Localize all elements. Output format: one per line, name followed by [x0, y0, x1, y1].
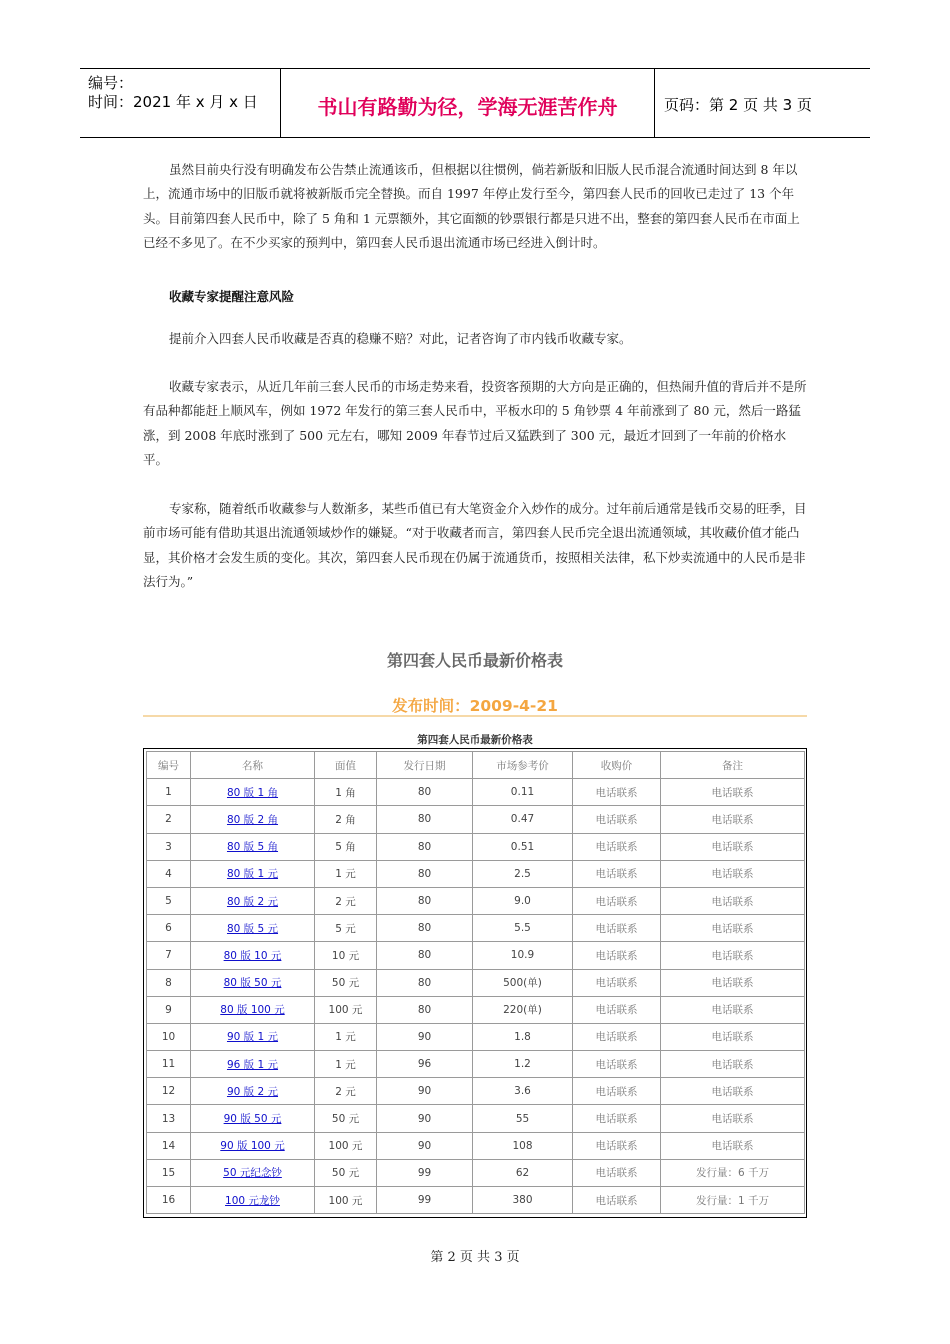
- cell-buy-price: 电话联系: [573, 1187, 661, 1214]
- cell-buy-price: 电话联系: [573, 942, 661, 969]
- cell-name: [191, 779, 315, 806]
- cell-issue-date: 90: [377, 1023, 473, 1050]
- cell-name: [191, 806, 315, 833]
- page-number-label: 页码：第 2 页 共 3 页: [664, 96, 812, 114]
- cell-remarks: 电话联系: [661, 1078, 805, 1105]
- cell-remarks: 电话联系: [661, 1132, 805, 1159]
- cell-number: 15: [147, 1159, 191, 1186]
- cell-market-price: 220(单): [473, 996, 573, 1023]
- cell-market-price: 380: [473, 1187, 573, 1214]
- table-caption: 第四套人民币最新价格表: [417, 734, 533, 746]
- divider: [143, 715, 807, 717]
- cell-remarks: 电话联系: [661, 942, 805, 969]
- cell-buy-price: 电话联系: [573, 996, 661, 1023]
- cell-denomination: 50 元: [315, 1105, 377, 1132]
- cell-remarks: 发行量：6 千万: [661, 1159, 805, 1186]
- cell-number: 14: [147, 1132, 191, 1159]
- item-link[interactable]: 90 版 100 元: [220, 1140, 285, 1153]
- cell-denomination: 100 元: [315, 996, 377, 1023]
- cell-market-price: 10.9: [473, 942, 573, 969]
- table-row: [147, 1023, 805, 1050]
- cell-denomination: 1 元: [315, 1023, 377, 1050]
- cell-remarks: 电话联系: [661, 915, 805, 942]
- cell-market-price: 5.5: [473, 915, 573, 942]
- paragraph-2: 提前介入四套人民币收藏是否真的稳赚不赔？对此，记者咨询了市内钱币收藏专家。: [169, 331, 632, 346]
- cell-name: [191, 1023, 315, 1050]
- cell-denomination: 5 角: [315, 833, 377, 860]
- cell-denomination: 2 角: [315, 806, 377, 833]
- cell-denomination: 10 元: [315, 942, 377, 969]
- cell-number: 6: [147, 915, 191, 942]
- cell-name: [191, 860, 315, 887]
- cell-issue-date: 80: [377, 969, 473, 996]
- table-row: [147, 1187, 805, 1214]
- header-remarks: 备注: [661, 752, 805, 779]
- cell-name: [191, 1159, 315, 1186]
- cell-remarks: 电话联系: [661, 996, 805, 1023]
- cell-number: 11: [147, 1051, 191, 1078]
- cell-number: 2: [147, 806, 191, 833]
- item-link[interactable]: 80 版 1 角: [226, 786, 279, 799]
- header-issue-date: 发行日期: [377, 752, 473, 779]
- cell-name: [191, 996, 315, 1023]
- header-name: 名称: [191, 752, 315, 779]
- cell-denomination: 50 元: [315, 1159, 377, 1186]
- cell-number: 8: [147, 969, 191, 996]
- table-row: [147, 806, 805, 833]
- cell-denomination: 50 元: [315, 969, 377, 996]
- item-link[interactable]: 80 版 100 元: [220, 1004, 285, 1017]
- item-link[interactable]: 96 版 1 元: [226, 1058, 279, 1071]
- page-footer: 第 2 页 共 3 页: [430, 1250, 520, 1265]
- table-row: [147, 833, 805, 860]
- cell-market-price: 62: [473, 1159, 573, 1186]
- cell-remarks: 电话联系: [661, 1051, 805, 1078]
- cell-issue-date: 90: [377, 1132, 473, 1159]
- cell-denomination: 5 元: [315, 915, 377, 942]
- table-row: [147, 996, 805, 1023]
- cell-market-price: 55: [473, 1105, 573, 1132]
- cell-issue-date: 80: [377, 887, 473, 914]
- cell-buy-price: 电话联系: [573, 806, 661, 833]
- item-link[interactable]: 80 版 50 元: [223, 977, 282, 990]
- cell-issue-date: 80: [377, 942, 473, 969]
- cell-name: [191, 833, 315, 860]
- cell-name: [191, 1187, 315, 1214]
- cell-issue-date: 80: [377, 915, 473, 942]
- cell-market-price: 0.11: [473, 779, 573, 806]
- cell-issue-date: 80: [377, 806, 473, 833]
- table-row: [147, 915, 805, 942]
- motto: 书山有路勤为径，学海无涯苦作舟: [317, 95, 618, 119]
- item-link[interactable]: 90 版 2 元: [226, 1085, 279, 1098]
- cell-market-price: 2.5: [473, 860, 573, 887]
- cell-denomination: 100 元: [315, 1132, 377, 1159]
- cell-name: [191, 1132, 315, 1159]
- item-link[interactable]: 80 版 5 角: [226, 841, 279, 854]
- cell-denomination: 1 元: [315, 1051, 377, 1078]
- cell-name: [191, 915, 315, 942]
- table-row: [147, 887, 805, 914]
- cell-remarks: 电话联系: [661, 969, 805, 996]
- item-link[interactable]: 80 版 2 元: [226, 895, 279, 908]
- cell-issue-date: 99: [377, 1187, 473, 1214]
- cell-remarks: 电话联系: [661, 887, 805, 914]
- cell-issue-date: 80: [377, 996, 473, 1023]
- cell-remarks: 电话联系: [661, 779, 805, 806]
- table-header-row: [147, 752, 805, 779]
- cell-number: 16: [147, 1187, 191, 1214]
- cell-remarks: 电话联系: [661, 806, 805, 833]
- cell-market-price: 108: [473, 1132, 573, 1159]
- cell-name: [191, 942, 315, 969]
- table-row: [147, 942, 805, 969]
- cell-name: [191, 887, 315, 914]
- cell-number: 1: [147, 779, 191, 806]
- cell-denomination: 2 元: [315, 887, 377, 914]
- header-denomination: 面值: [315, 752, 377, 779]
- cell-market-price: 9.0: [473, 887, 573, 914]
- cell-market-price: 500(单): [473, 969, 573, 996]
- cell-number: 7: [147, 942, 191, 969]
- cell-buy-price: 电话联系: [573, 833, 661, 860]
- cell-number: 13: [147, 1105, 191, 1132]
- cell-number: 9: [147, 996, 191, 1023]
- cell-denomination: 2 元: [315, 1078, 377, 1105]
- cell-market-price: 3.6: [473, 1078, 573, 1105]
- table-row: [147, 1078, 805, 1105]
- cell-buy-price: 电话联系: [573, 1132, 661, 1159]
- cell-number: 4: [147, 860, 191, 887]
- paragraph-3: 收藏专家表示，从近几年前三套人民币的市场走势来看，投资客预期的大方向是正确的，但热闹升值的背后并不是所有品种都能赶上顺风车，例如 1972 年发行的第三套人民币中，平板水印的 5 角钞票 4 年前涨到了 80 元，然后一路猛涨，到 2008 年底时涨到了 500 元左右，哪知 2009 年春节过后又猛跌到了 300 元，最近才回到了一年前的价格水平。: [143, 379, 807, 467]
- cell-name: [191, 969, 315, 996]
- cell-name: [191, 1078, 315, 1105]
- item-link[interactable]: 80 版 2 角: [226, 813, 279, 826]
- cell-buy-price: 电话联系: [573, 1023, 661, 1050]
- price-table-frame: [143, 748, 807, 1218]
- cell-remarks: 电话联系: [661, 833, 805, 860]
- cell-buy-price: 电话联系: [573, 1051, 661, 1078]
- cell-issue-date: 96: [377, 1051, 473, 1078]
- cell-buy-price: 电话联系: [573, 887, 661, 914]
- cell-issue-date: 99: [377, 1159, 473, 1186]
- cell-remarks: 电话联系: [661, 1023, 805, 1050]
- header-motto-cell: [281, 69, 655, 137]
- cell-remarks: 电话联系: [661, 860, 805, 887]
- item-link[interactable]: 80 版 5 元: [226, 922, 279, 935]
- header-page-cell: [655, 69, 870, 137]
- item-link[interactable]: 90 版 50 元: [223, 1113, 282, 1126]
- cell-market-price: 0.47: [473, 806, 573, 833]
- item-link[interactable]: 80 版 1 元: [226, 868, 279, 881]
- publish-date: 发布时间：2009-4-21: [392, 697, 558, 715]
- item-link[interactable]: 80 版 10 元: [223, 949, 282, 962]
- table-row: [147, 779, 805, 806]
- cell-buy-price: 电话联系: [573, 860, 661, 887]
- item-link[interactable]: 50 元纪念钞: [223, 1167, 282, 1180]
- cell-issue-date: 80: [377, 833, 473, 860]
- item-link[interactable]: 100 元龙钞: [225, 1194, 280, 1207]
- cell-buy-price: 电话联系: [573, 969, 661, 996]
- header-number: 编号: [147, 752, 191, 779]
- cell-number: 5: [147, 887, 191, 914]
- cell-denomination: 1 元: [315, 860, 377, 887]
- cell-buy-price: 电话联系: [573, 1105, 661, 1132]
- price-table: [146, 751, 805, 1214]
- table-row: [147, 860, 805, 887]
- cell-buy-price: 电话联系: [573, 779, 661, 806]
- price-table-title: 第四套人民币最新价格表: [386, 651, 563, 670]
- cell-market-price: 0.51: [473, 833, 573, 860]
- table-row: [147, 1051, 805, 1078]
- table-row: [147, 1132, 805, 1159]
- cell-issue-date: 90: [377, 1105, 473, 1132]
- item-link[interactable]: 90 版 1 元: [226, 1031, 279, 1044]
- number-label: 编号：: [88, 74, 134, 92]
- cell-issue-date: 90: [377, 1078, 473, 1105]
- time-label: 时间：2021 年 x 月 x 日: [88, 93, 258, 111]
- header-buy-price: 收购价: [573, 752, 661, 779]
- section-heading: 收藏专家提醒注意风险: [169, 289, 295, 304]
- table-row: [147, 1159, 805, 1186]
- cell-number: 10: [147, 1023, 191, 1050]
- cell-denomination: 1 角: [315, 779, 377, 806]
- cell-market-price: 1.2: [473, 1051, 573, 1078]
- header-market-price: 市场参考价: [473, 752, 573, 779]
- cell-remarks: 电话联系: [661, 1105, 805, 1132]
- cell-name: [191, 1105, 315, 1132]
- cell-buy-price: 电话联系: [573, 915, 661, 942]
- page-header: [80, 68, 870, 138]
- paragraph-1: 虽然目前央行没有明确发布公告禁止流通该币，但根据以往惯例，倘若新版和旧版人民币混合流通时间达到 8 年以上，流通市场中的旧版币就将被新版币完全替换。而自 1997 年停止发行至今，第四套人民币的回收已走过了 13 个年头。目前第四套人民币中，除了 5 角和 1 元票额外，其它面额的钞票银行都是只进不出，整套的第四套人民币在市面上已经不多见了。在不少买家的预判中，第四套人民币退出流通市场已经进入倒计时。: [143, 162, 800, 250]
- cell-buy-price: 电话联系: [573, 1078, 661, 1105]
- cell-number: 3: [147, 833, 191, 860]
- cell-issue-date: 80: [377, 779, 473, 806]
- cell-denomination: 100 元: [315, 1187, 377, 1214]
- table-row: [147, 969, 805, 996]
- cell-name: [191, 1051, 315, 1078]
- cell-buy-price: 电话联系: [573, 1159, 661, 1186]
- cell-issue-date: 80: [377, 860, 473, 887]
- cell-number: 12: [147, 1078, 191, 1105]
- table-row: [147, 1105, 805, 1132]
- cell-market-price: 1.8: [473, 1023, 573, 1050]
- paragraph-4: 专家称，随着纸币收藏参与人数渐多，某些币值已有大笔资金介入炒作的成分。过年前后通常是钱币交易的旺季，目前市场可能有借助其退出流通领域炒作的嫌疑。“对于收藏者而言，第四套人民币完全退出流通领域，其收藏价值才能凸显，其价格才会发生质的变化。其次，第四套人民币现在仍属于流通货币，按照相关法律，私下炒卖流通中的人民币是非法行为。”: [143, 501, 807, 589]
- header-meta-cell: [80, 69, 281, 137]
- cell-remarks: 发行量：1 千万: [661, 1187, 805, 1214]
